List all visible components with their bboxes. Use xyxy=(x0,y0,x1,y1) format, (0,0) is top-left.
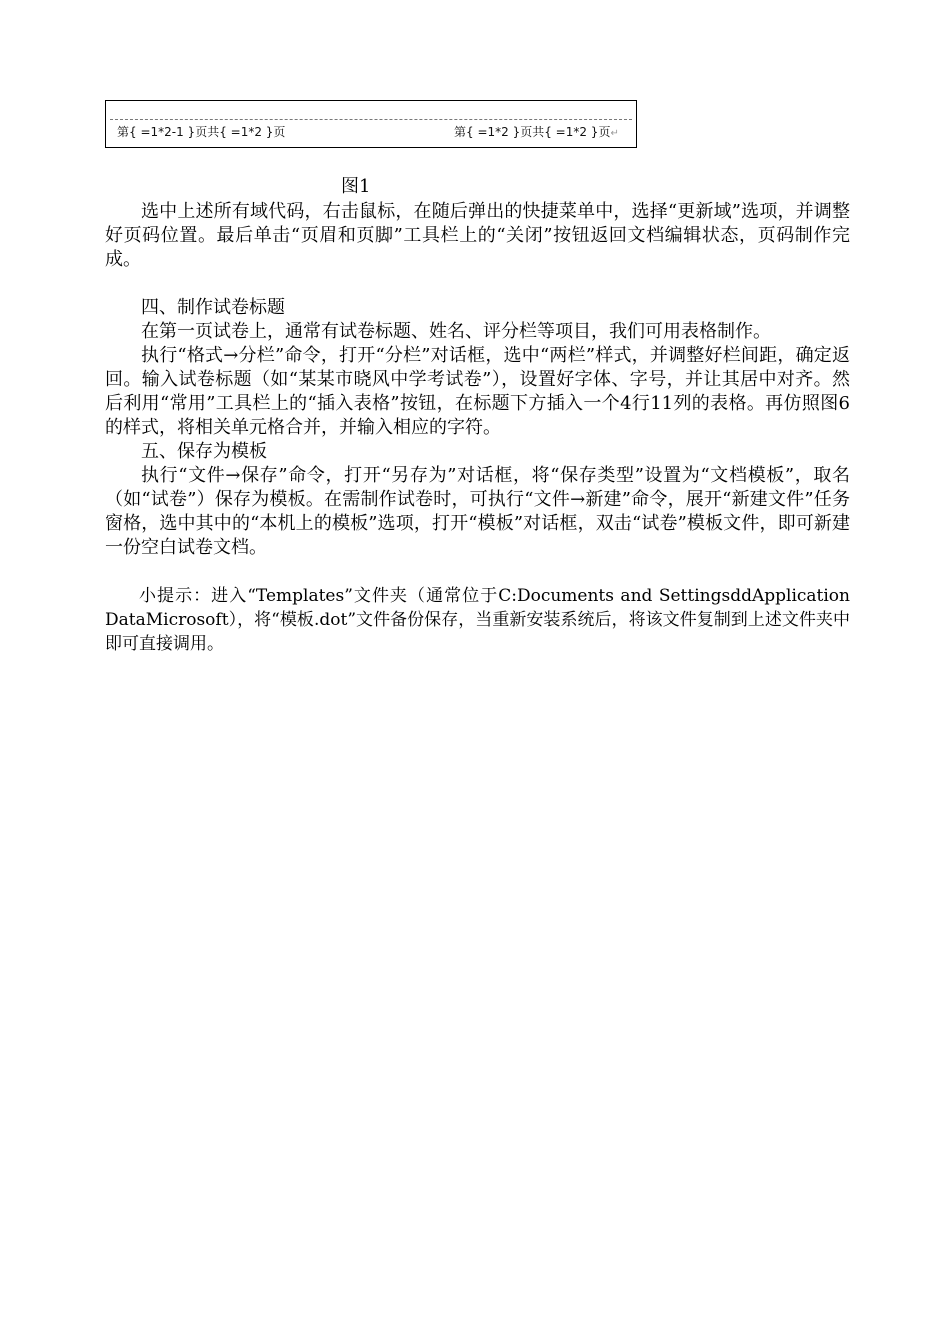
figure-caption: 图1 xyxy=(341,176,371,197)
paragraph-update-fields: 选中上述所有域代码，右击鼠标，在随后弹出的快捷菜单中，选择“更新域”选项，并调整好页码位置。最后单击“页眉和页脚”工具栏上的“关闭”按钮返回文档编辑状态，页码制作完成。 xyxy=(105,201,850,270)
paragraph-return-icon: ↵ xyxy=(610,128,619,139)
paragraph-tip: 小提示：进入“Templates”文件夹（通常位于C:Documents and SettingsddApplication DataMicrosoft），将“模板.dot”文件备份保存，当重新安装系统后，将该文件复制到上述文件夹中即可直接调用。 xyxy=(105,586,850,654)
section-heading-4: 四、制作试卷标题 xyxy=(141,297,285,318)
footer-dashed-line xyxy=(110,119,632,120)
section-heading-5: 五、保存为模板 xyxy=(141,441,267,462)
blank-line xyxy=(105,272,850,296)
paragraph-columns: 执行“格式→分栏”命令，打开“分栏”对话框，选中“两栏”样式，并调整好栏间距，确定返回。输入试卷标题（如“某某市晓风中学考试卷”），设置好字体、字号，并让其居中对齐。然后利用“常用”工具栏上的“插入表格”按钮，在标题下方插入一个4行11列的表格。再仿照图6的样式，将相关单元格合并，并输入相应的字符。 xyxy=(105,345,850,438)
footer-field-even xyxy=(454,123,619,140)
footer-field-even-text: 第{ =1*2 }页共{ =1*2 }页 xyxy=(454,125,611,139)
paragraph-save-template: 执行“文件→保存”命令，打开“另存为”对话框，将“保存类型”设置为“文档模板”，取名（如“试卷”）保存为模板。在需制作试卷时，可执行“文件→新建”命令，展开“新建文件”任务窗格，选中其中的“本机上的模板”选项，打开“模板”对话框，双击“试卷”模板文件，即可新建一份空白试卷文档。 xyxy=(105,465,850,558)
blank-line xyxy=(105,560,850,584)
figure-1-footer-fields xyxy=(105,100,637,148)
paragraph-first-page: 在第一页试卷上，通常有试卷标题、姓名、评分栏等项目，我们可用表格制作。 xyxy=(141,321,771,342)
footer-field-odd: 第{ =1*2-1 }页共{ =1*2 }页 xyxy=(117,125,286,139)
document-body xyxy=(105,200,850,656)
